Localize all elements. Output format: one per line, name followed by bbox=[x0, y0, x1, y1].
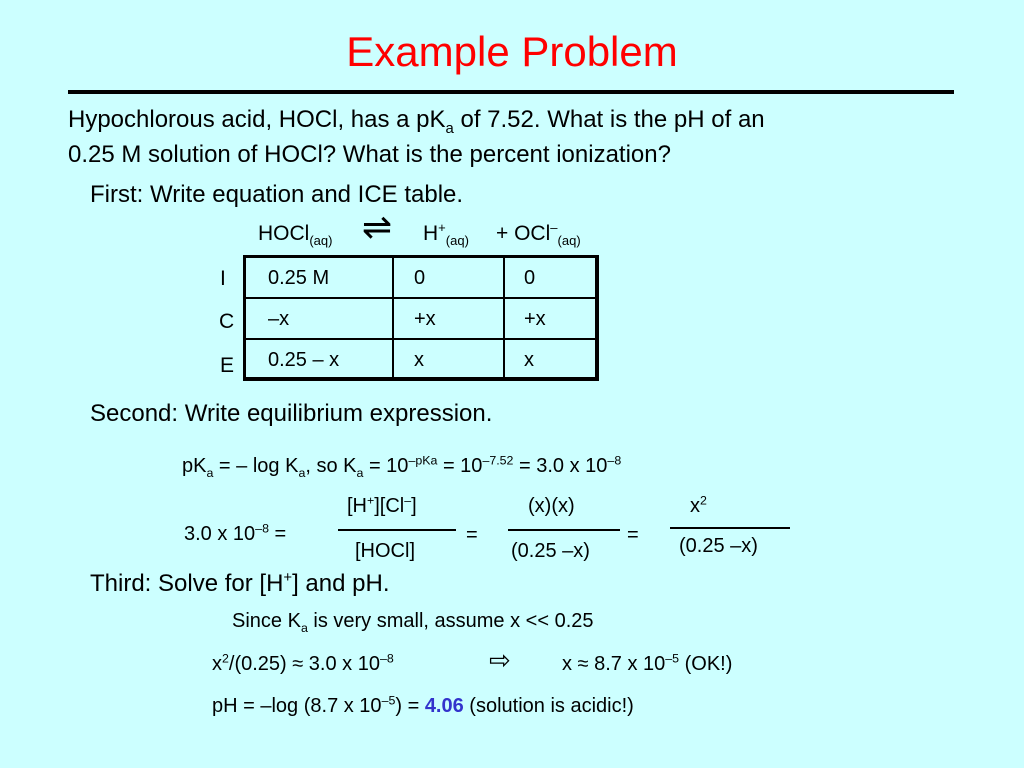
ice-cell: +x bbox=[414, 308, 436, 330]
fraction-1-denominator: [HOCl] bbox=[355, 540, 415, 562]
solve-x-squared: $x^2/(0.25) \approx 3.0$ x $10^{-8}$ bbox=[212, 651, 394, 675]
solve-x-value: x ≈ 8.7 x $10^{-5}$ (OK!) bbox=[562, 651, 733, 675]
ice-cell: x bbox=[524, 349, 534, 371]
fraction-3-numerator: $x^2$ bbox=[690, 493, 707, 517]
ice-cell: –x bbox=[268, 308, 290, 330]
ka-lhs: 3.0 x $10^{-8}$ = bbox=[184, 521, 287, 545]
problem-line-2: 0.25 M solution of HOCl? What is the percent ionization? bbox=[68, 141, 671, 168]
equation-reactant: HOCl$_{(aq)}$ bbox=[258, 222, 333, 249]
assumption-text: Since $K_a$ is very small, assume x << 0.25 bbox=[232, 610, 594, 635]
ice-row-divider bbox=[246, 338, 595, 340]
fraction-1-numerator: [H+][Cl–] bbox=[347, 493, 417, 517]
equation-product-ocl: + OCl–$_{(aq)}$ bbox=[496, 220, 581, 249]
ice-cell: 0.25 M bbox=[268, 267, 330, 289]
fraction-2-numerator: (x)(x) bbox=[528, 495, 575, 517]
ice-row-label-i: I bbox=[220, 267, 226, 290]
problem-line-1: Hypochlorous acid, HOCl, has a $pK_a$ of 7.52. What is the pH of an bbox=[68, 106, 765, 137]
ice-cell: 0 bbox=[524, 267, 536, 289]
equilibrium-arrow-icon: ⇌ bbox=[362, 206, 393, 247]
ice-column-divider bbox=[392, 258, 394, 377]
equation-product-h: $H^+_{(aq)}$ bbox=[423, 220, 469, 249]
page-title: Example Problem bbox=[346, 28, 678, 75]
ice-cell: +x bbox=[524, 308, 546, 330]
fraction-2-denominator: (0.25 –x) bbox=[511, 540, 590, 562]
fraction-2-bar bbox=[508, 529, 620, 531]
ice-cell: 0 bbox=[414, 267, 426, 289]
fraction-3-bar bbox=[670, 527, 790, 529]
pka-relation: $pK_a$ = – $\log K_a$, so $K_a = 10^{-pKa} = 10^{-7.52} = 3.0$ x $10^{-8}$ bbox=[182, 453, 622, 480]
ice-column-divider bbox=[503, 258, 505, 377]
ph-answer: 4.06 bbox=[424, 695, 464, 717]
ice-row-divider bbox=[246, 297, 595, 299]
ice-row-label-e: E bbox=[220, 354, 235, 377]
equals-sign: = bbox=[466, 524, 478, 546]
step-2-heading: Second: Write equilibrium expression. bbox=[90, 400, 493, 427]
ice-cell: x bbox=[414, 349, 424, 371]
step-1-heading: First: Write equation and ICE table. bbox=[90, 181, 464, 208]
implies-arrow-icon: ⇨ bbox=[489, 645, 511, 675]
equals-sign: = bbox=[627, 524, 639, 546]
ice-cell: 0.25 – x bbox=[268, 349, 340, 371]
fraction-3-denominator: (0.25 –x) bbox=[679, 535, 758, 557]
ice-row-label-c: C bbox=[219, 310, 235, 333]
fraction-1-bar bbox=[338, 529, 456, 531]
step-3-heading: Third: Solve for [H+] and pH. bbox=[90, 570, 390, 597]
ph-result: pH = –log (8.7 x $10^{-5}) = 4.06$ (solution is acidic!) bbox=[212, 693, 634, 717]
title-divider bbox=[68, 90, 954, 94]
